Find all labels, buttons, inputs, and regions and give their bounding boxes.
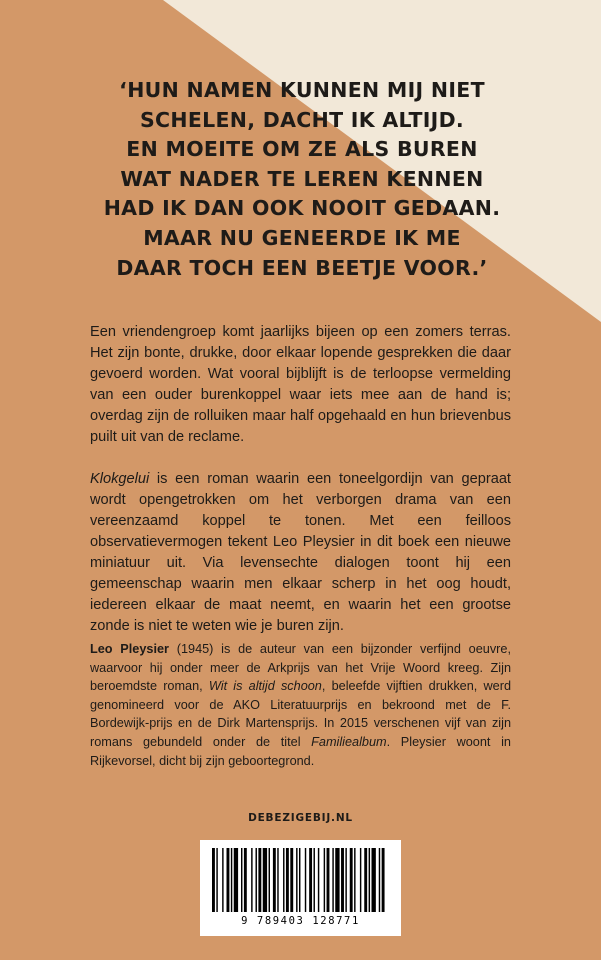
- barcode-bar: [212, 848, 215, 912]
- barcode-bar: [296, 848, 297, 912]
- barcode-bar: [335, 848, 339, 912]
- barcode-bar: [231, 848, 232, 912]
- author-bio: [90, 640, 511, 770]
- barcode-bar: [258, 848, 261, 912]
- barcode-bar: [244, 848, 247, 912]
- quote-line: DAAR TOCH EEN BEETJE VOOR.’: [116, 255, 488, 280]
- barcode-bar: [251, 848, 252, 912]
- barcode-bar: [332, 848, 333, 912]
- isbn-number: 9 789403 128771: [241, 915, 360, 927]
- barcode-bar: [379, 848, 380, 912]
- barcode-bar: [360, 848, 361, 912]
- barcode-bar: [318, 848, 319, 912]
- barcode-bar: [314, 848, 315, 912]
- barcode-bar: [234, 848, 238, 912]
- quote-line: SCHELEN, DACHT IK ALTIJD.: [139, 107, 465, 132]
- bio-text-2: , beleefde vijftien drukken, werd genomineerd voor de AKO Literatuurprijs en bekroond met de F. Bordewijk-prijs en de Dirk Martensprijs. In 2015 verschenen vijf van zijn romans gebundeld onder de titel: [90, 679, 511, 749]
- barcode-bar: [327, 848, 330, 912]
- barcode-bar: [263, 848, 267, 912]
- barcode-bar: [309, 848, 312, 912]
- quote-line: WAT NADER TE LEREN KENNEN: [120, 166, 484, 191]
- barcode-bar: [354, 848, 355, 912]
- barcode-bar: [369, 848, 370, 912]
- barcode-bar: [286, 848, 289, 912]
- bio-text-1: (1945) is de auteur van een bijzonder verfijnd oeuvre, waarvoor hij onder meer de Arkprijs van het Vrije Woord kreeg. Zijn beroemdste roman,: [90, 642, 511, 694]
- quote-line: MAAR NU GENEERDE IK ME: [143, 225, 461, 250]
- publisher-website-link[interactable]: DEBEZIGEBIJ.NL: [248, 812, 353, 824]
- blurb-paragraph-2: [90, 469, 511, 637]
- barcode-bar: [350, 848, 353, 912]
- barcode-bar: [324, 848, 325, 912]
- barcode-bar: [277, 848, 278, 912]
- barcode-bar: [305, 848, 306, 912]
- book-title: Klokgelui: [90, 471, 150, 487]
- barcode-bar: [372, 848, 376, 912]
- barcode-bar: [382, 848, 385, 912]
- quote-line: ‘HUN NAMEN KUNNEN MIJ NIET: [119, 78, 485, 102]
- barcode-bar: [269, 848, 270, 912]
- bio-book-title: Wit is altijd schoon: [208, 679, 322, 694]
- bio-collection-title: Familiealbum: [311, 734, 387, 749]
- barcode-bar: [345, 848, 346, 912]
- barcode-bar: [227, 848, 230, 912]
- barcode-bar: [241, 848, 242, 912]
- author-name: Leo Pleysier: [90, 642, 169, 656]
- barcode-bar: [216, 848, 217, 912]
- barcode-bar: [273, 848, 276, 912]
- pull-quote: [92, 76, 512, 283]
- barcode-bar: [299, 848, 300, 912]
- barcode-bar: [222, 848, 223, 912]
- blurb-paragraph-1: Een vriendengroep komt jaarlijks bijeen op een zomers terras. Het zijn bonte, drukke, door elkaar lopende gesprekken die daar gevoerd worden. Wat vooral bijblijft is de terloopse vermelding van een ouder burenkoppel waar iets mee aan de hand is; overdag zijn de rolluiken maar half opgehaald en hun brievenbus puilt uit van de reclame.: [90, 324, 511, 445]
- blurb-paragraph-2-text: is een roman waarin een toneelgordijn van gepraat wordt opengetrokken om het verborgen drama van een vereenzaamd koppel te tonen. Met een feilloos observatievermogen tekent Leo Pleysier in dit boek een nieuwe miniatuur uit. Via levensechte dialogen toont hij een gemeenschap waarin men elkaar scherp in het oog houdt, iedereen elkaar de maat neemt, en waarin het een grootse zonde is niet te weten wie je buren zijn.: [90, 471, 511, 634]
- quote-line: HAD IK DAN OOK NOOIT GEDAAN.: [103, 196, 501, 221]
- barcode-bar: [341, 848, 344, 912]
- bio-text-3: . Pleysier woont in Rijkevorsel, dicht bij zijn geboortegrond.: [90, 734, 511, 768]
- barcode-bar: [256, 848, 257, 912]
- barcode-bar: [364, 848, 367, 912]
- barcode-bar: [283, 848, 284, 912]
- quote-line: EN MOEITE OM ZE ALS BUREN: [126, 137, 478, 162]
- isbn-barcode: [200, 840, 401, 936]
- barcode-bar: [290, 848, 293, 912]
- barcode-bars: [210, 848, 391, 914]
